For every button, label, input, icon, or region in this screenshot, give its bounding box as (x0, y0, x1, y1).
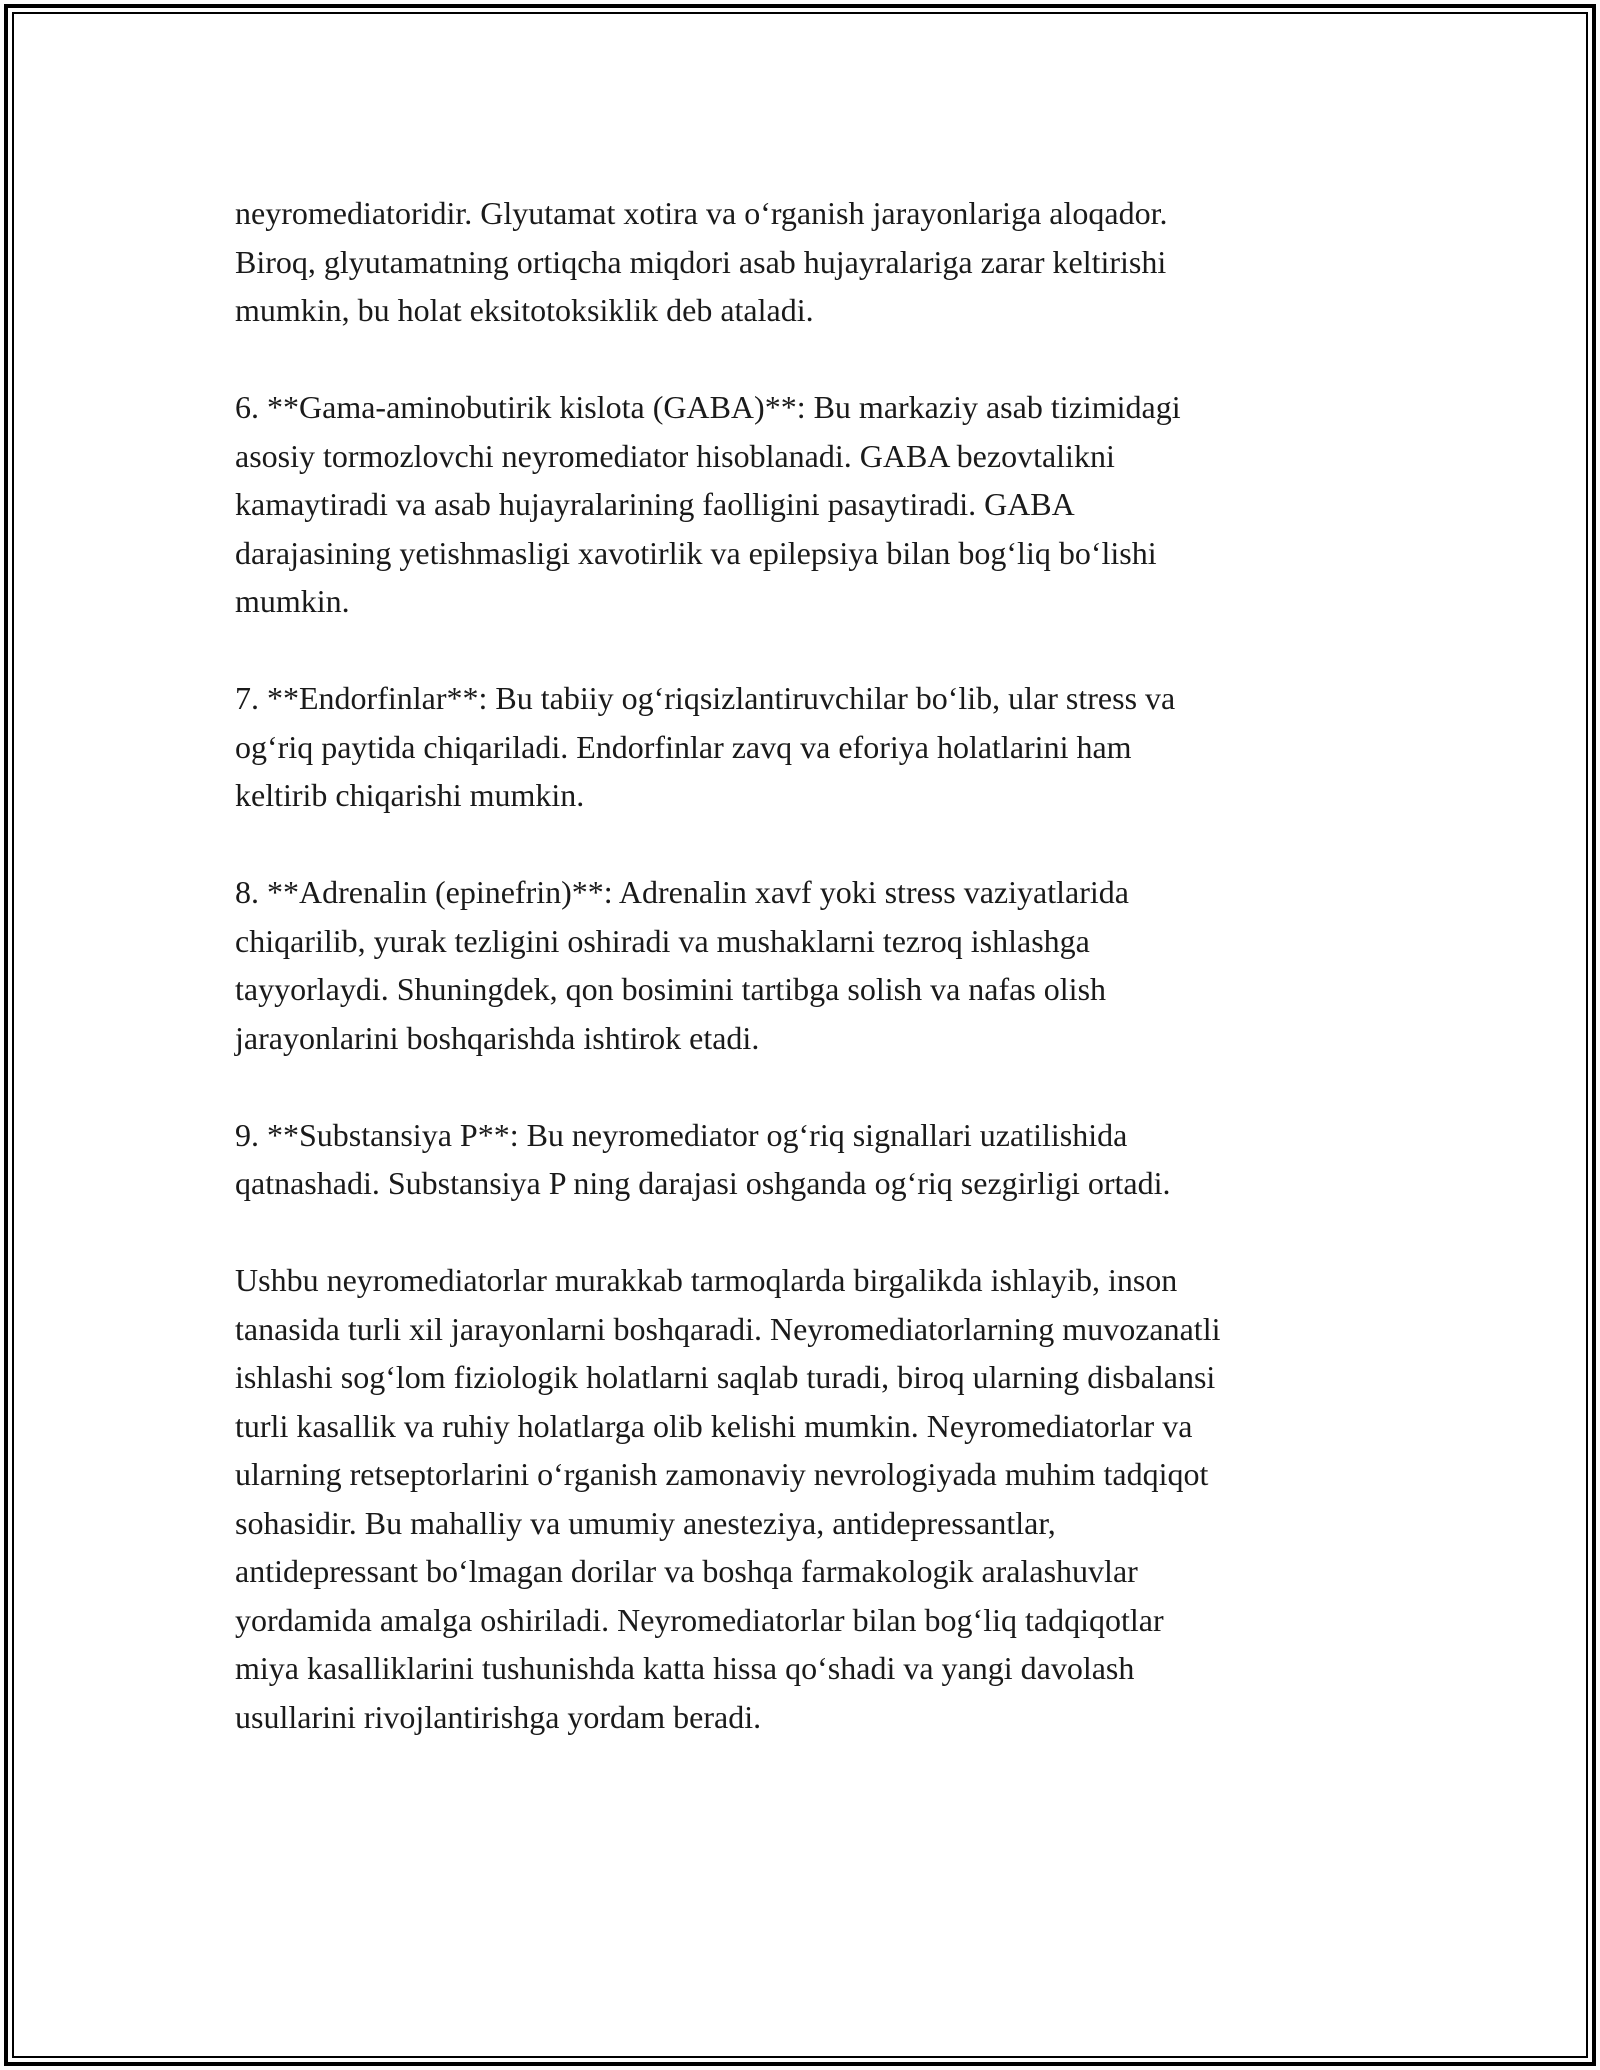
text-line: usullarini rivojlantirishga yordam beradi. (235, 1698, 762, 1735)
text-line: antidepressant bo‘lmagan dorilar va boshqa farmakologik aralashuvlar (235, 1553, 1138, 1589)
paragraph-gaba (235, 383, 1395, 626)
text-line: Ushbu neyromediatorlar murakkab tarmoqlarda birgalikda ishlayib, inson (235, 1262, 1178, 1298)
paragraph-endorphins (235, 674, 1395, 820)
text-line: og‘riq paytida chiqariladi. Endorfinlar zavq va eforiya holatlarini ham (235, 728, 1132, 765)
text-line: qatnashadi. Substansiya P ning darajasi oshganda og‘riq sezgirligi ortadi. (235, 1165, 1171, 1201)
text-line: neyromediatoridir. Glyutamat xotira va o‘rganish jarayonlariga aloqador. (235, 195, 1168, 231)
text-line: kamaytiradi va asab hujayralarining faolligini pasaytiradi. GABA (235, 486, 1075, 522)
text-line: turli kasallik va ruhiy holatlarga olib kelishi mumkin. Neyromediatorlar va (235, 1407, 1193, 1444)
document-body (235, 189, 1395, 1741)
text-line: 6. **Gama-aminobutirik kislota (GABA)**: Bu markaziy asab tizimidagi (235, 389, 1181, 425)
text-line: ishlashi sog‘lom fiziologik holatlarni saqlab turadi, biroq ularning disbalansi (235, 1359, 1216, 1395)
text-line: sohasidir. Bu mahalliy va umumiy anesteziya, antidepressantlar, (235, 1504, 1056, 1541)
text-line: 8. **Adrenalin (epinefrin)**: Adrenalin xavf yoki stress vaziyatlarida (235, 874, 1129, 910)
text-line: miya kasalliklarini tushunishda katta hissa qo‘shadi va yangi davolash (235, 1650, 1135, 1686)
text-line: tanasida turli xil jarayonlarni boshqaradi. Neyromediatorlarning muvozanatli (235, 1310, 1221, 1347)
text-line: 9. **Substansiya P**: Bu neyromediator og‘riq signallari uzatilishida (235, 1116, 1128, 1153)
paragraph-substance-p (235, 1111, 1395, 1208)
paragraph-adrenaline (235, 868, 1395, 1062)
text-line: Biroq, glyutamatning ortiqcha miqdori asab hujayralariga zarar keltirishi (235, 243, 1167, 280)
text-line: 7. **Endorfinlar**: Bu tabiiy og‘riqsizlantiruvchilar bo‘lib, ular stress va (235, 680, 1176, 716)
text-line: tayyorlaydi. Shuningdek, qon bosimini tartibga solish va nafas olish (235, 971, 1107, 1007)
text-line: chiqarilib, yurak tezligini oshiradi va mushaklarni tezroq ishlashga (235, 922, 1090, 959)
text-line: darajasining yetishmasligi xavotirlik va epilepsiya bilan bog‘liq bo‘lishi (235, 534, 1157, 571)
paragraph-glutamate-continued (235, 189, 1395, 335)
text-line: jarayonlarini boshqarishda ishtirok etadi. (235, 1019, 760, 1056)
text-line: asosiy tormozlovchi neyromediator hisoblanadi. GABA bezovtalikni (235, 437, 1115, 474)
text-line: keltirib chiqarishi mumkin. (235, 777, 585, 813)
paragraph-conclusion (235, 1256, 1395, 1741)
text-line: mumkin. (235, 583, 350, 619)
text-line: mumkin, bu holat eksitotoksiklik deb ataladi. (235, 292, 814, 328)
text-line: yordamida amalga oshiriladi. Neyromediatorlar bilan bog‘liq tadqiqotlar (235, 1601, 1164, 1638)
text-line: ularning retseptorlarini o‘rganish zamonaviy nevrologiyada muhim tadqiqot (235, 1456, 1209, 1492)
